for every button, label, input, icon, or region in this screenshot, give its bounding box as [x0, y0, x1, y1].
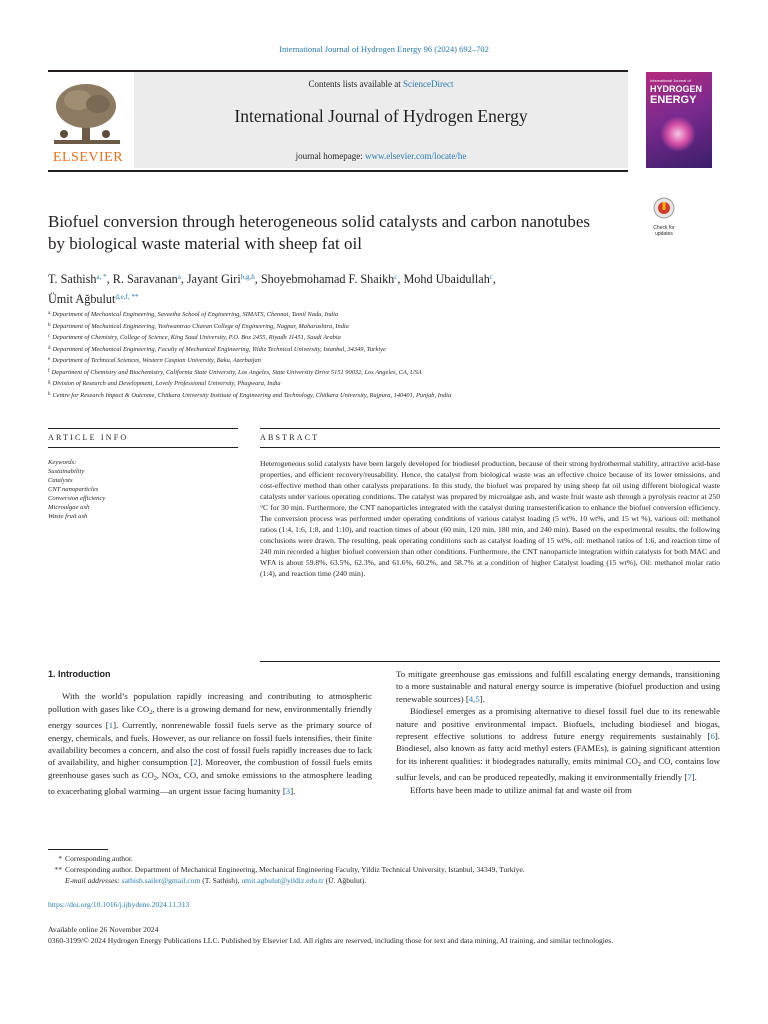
- affiliation-item: $^g$ Division of Research and Development, Lovely Professional University, Phagwara, India: [48, 380, 281, 387]
- abstract-text: Heterogeneous solid catalysts have been largely developed for biodiesel production, because of their strong hydrothermal stability, attractive acid-base properties, and efficient recovery/reusability. Hence, the catalyst from biological waste was an effective choice because of its lower emissions, and cost-effective method than other catalysts preparations. In this study, the biofuel was prepared by using sheep fat oil using different biological waste catalysts under various operating conditions. The catalyst was prepared by microalgae ash, and waste fruit waste ash through a pyrolysis reactor at 250 °C for 30 min. Furthermore, the CNT nanoparticles integrated with the catalyst during transesterification to enhance the biofuel conversion efficiency. The conversion process was performed under operating conditions of various catalyst loading (5 wt%, 10 wt%, and 15 wt %), various oil: methanol ratios (1:4, 1:6, 1:8, and 1:10), and reaction times of about (60 min, 120 min, 180 min, and 240 min). Based on the experimental results, the following conclusions were drawn. The resulting, peak operating conditions such as catalyst loading of 15 wt%, oil: methanol ratios of 1:6, and reaction time of 240 min recorded a higher biofuel conversion than other conditions. Furthermore, the CNT nanoparticle integration within catalysts for both MAC and WFA is about 59.8%, 63.5%, 62.3%, and 61.6%, 60.2%, and 58.7% at a condition of higher Catalyst loading (15 wt%), Oil: methanol molar ratio (1:4), and reaction time (240 min).: [260, 459, 720, 578]
- right-column: [396, 668, 720, 796]
- affiliation-item: $^e$ Department of Technical Sciences, Western Caspian University, Baku, Azerbaijan: [48, 357, 261, 364]
- cover-title-line2: ENERGY: [650, 94, 697, 106]
- article-info-heading: ARTICLE INFO: [48, 433, 129, 442]
- sciencedirect-link[interactable]: ScienceDirect: [403, 79, 454, 89]
- affiliation-item: $^h$ Centre for Research Impact & Outcome, Chitkara University Institute of Engineering and Technology, Chitkara University, Rajpura, 140401, Punjab, India: [48, 391, 452, 399]
- homepage-prefix: journal homepage:: [295, 151, 366, 161]
- author-name[interactable]: Mohd Ubaidullah: [403, 272, 490, 286]
- cover-title-line1: HYDROGEN: [650, 84, 703, 94]
- affiliation-item: $^d$ Department of Mechanical Engineering, Faculty of Mechanical Engineering, Yildiz Technical University, Istanbul, 34349, Turkiye: [48, 345, 386, 353]
- abstract-rule: [260, 428, 720, 429]
- footnote-2: ** Corresponding author. Department of Mechanical Engineering, Mechanical Engineering Faculty, Yildiz Technical University, Istanbul, 34349, Turkiye.: [54, 865, 525, 874]
- available-online: Available online 26 November 2024: [48, 925, 159, 934]
- ref-link[interactable]: 6: [710, 731, 715, 742]
- journal-cover[interactable]: [646, 72, 712, 168]
- check-label-1: Check for: [653, 225, 675, 231]
- copyright-notice: 0360-3199/© 2024 Hydrogen Energy Publications LLC. Published by Elsevier Ltd. All rights are reserved, including those for text and data mining, AI training, and similar technologies.: [48, 936, 614, 945]
- ref-link[interactable]: 4,5: [468, 693, 480, 704]
- cover-art: [660, 116, 696, 152]
- ref-link[interactable]: 3: [285, 786, 291, 797]
- author-name[interactable]: R. Saravanan: [112, 272, 178, 286]
- homepage-link[interactable]: www.elsevier.com/locate/he: [365, 151, 467, 161]
- journal-reference[interactable]: International Journal of Hydrogen Energy 96 (2024) 692–702: [279, 44, 489, 54]
- author-affiliation-marker[interactable]: a, *: [96, 273, 107, 281]
- affiliation-item: $^f$ Department of Chemistry and Biochemistry, California State University, Los Angeles, State University Drive 5151 90032, Los Angeles, CA, USA: [48, 368, 422, 376]
- ref-link[interactable]: 7: [687, 772, 692, 783]
- keyword-item: Sustainability: [48, 468, 85, 475]
- author-affiliation-marker[interactable]: c: [394, 273, 398, 281]
- author-affiliation-marker[interactable]: b,g,h: [240, 273, 255, 281]
- footnote-rule: [48, 849, 108, 850]
- check-updates-icon: [646, 196, 682, 220]
- left-column: [48, 668, 372, 798]
- keywords-block: [48, 458, 238, 521]
- section-heading-introduction: 1. Introduction: [48, 669, 111, 679]
- article-title: Biofuel conversion through heterogeneous solid catalysts and carbon nanotubes by biological waste material with sheep fat oil: [48, 212, 590, 253]
- keywords-list: [48, 467, 238, 521]
- cover-subtitle: International Journal of: [650, 78, 691, 83]
- check-for-updates-badge[interactable]: [646, 196, 682, 237]
- abstract-bottom-rule: [260, 661, 720, 662]
- author-name[interactable]: Jayant Giri: [186, 272, 241, 286]
- ref-link[interactable]: 2: [193, 757, 198, 768]
- email-addresses: E-mail addresses: sathish.sailer@gmail.com (T. Sathish), umit.agbulut@yildiz.edu.tr (Ü. Ağbulut).: [65, 876, 367, 885]
- ref-link[interactable]: 1: [108, 720, 114, 731]
- affiliation-item: $^b$ Department of Mechanical Engineering, Yeshwantrao Chavan College of Engineering, Nagpur, Maharashtra, India: [48, 322, 349, 330]
- contents-prefix: Contents lists available at: [308, 79, 403, 89]
- article-info-rule: [48, 428, 238, 429]
- elsevier-logo[interactable]: [48, 78, 128, 166]
- intro-paragraph-4: Efforts have been made to utilize animal fat and waste oil from: [410, 784, 632, 795]
- author-affiliation-marker[interactable]: a: [177, 273, 181, 281]
- header-bottom-rule: [48, 170, 628, 172]
- email-link-agbulut[interactable]: umit.agbulut@yildiz.edu.tr: [241, 876, 324, 885]
- publication-info: [48, 924, 720, 946]
- contents-line: [134, 79, 628, 89]
- abstract-inner-rule: [260, 447, 720, 448]
- author-name[interactable]: Shoyebmohamad F. Shaikh: [260, 272, 395, 286]
- abstract-heading: ABSTRACT: [260, 433, 320, 442]
- author-name[interactable]: T. Sathish: [48, 272, 97, 286]
- author-affiliation-marker[interactable]: d,e,f, **: [115, 293, 139, 301]
- elsevier-wordmark: ELSEVIER: [52, 150, 124, 165]
- check-label-2: updates: [655, 231, 673, 237]
- intro-paragraph-3: Biodiesel emerges as a promising alternative to diesel fossil fuel due to its renewable nature and positive environmental impact. Biofuels, including biodiesel and biogas, represent effective solutions to address future energy requirements sustainably [6]. Biodiesel, also known as fatty acid methyl esters (FAMEs), is gaining significant attention for its inherent qualities: it biodegrades naturally, emits minimal $CO_2$ and CO, contains low sulfur levels, and can be produced repeatedly, making it environmentally friendly [7].: [396, 706, 720, 783]
- keyword-item: Microalgae ash: [48, 504, 90, 511]
- doi-link[interactable]: https://doi.org/10.1016/j.ijhydene.2024.11.313: [48, 900, 190, 909]
- affiliation-item: $^a$ Department of Mechanical Engineering, Saveetha School of Engineering, SIMATS, Chennai, Tamil Nadu, India: [48, 311, 339, 318]
- keyword-item: CNT nanoparticles: [48, 486, 99, 493]
- intro-paragraph-2: To mitigate greenhouse gas emissions and fulfill escalating energy demands, transitioning to a more sustainable and natural energy source is imperative (biofuel production and using renewable sources) [4,5].: [396, 669, 720, 704]
- keyword-item: Catalysts: [48, 477, 73, 484]
- email-link-sathish[interactable]: sathish.sailer@gmail.com: [121, 876, 201, 885]
- footnotes: [48, 853, 728, 886]
- keywords-label: Keywords:: [48, 459, 77, 466]
- author-affiliation-marker[interactable]: c: [489, 273, 493, 281]
- intro-paragraph-1: With the world’s population rapidly increasing and contributing to atmospheric pollution with gases like $CO_2$, there is a growing demand for new, environmentally friendly energy sources [1]. Currently, nonrenewable fossil fuels serve as the primary source of energy, chemicals, and fuels. However, as our reliance on fossil fuels intensifies, their finite availability becomes a concern, and also the cost of fossil fuels rapidly increases due to lack of availability, and higher consumption [2]. Moreover, the combustion of fossil fuels emits greenhouse gases such as $CO_2$, NOx, CO, and smoke emissions to the atmosphere leading to exacerbating global warming—an urgent issue facing humanity [3].: [48, 691, 373, 797]
- author-name[interactable]: Ümit Ağbulut: [48, 292, 116, 306]
- keywords-rule: [48, 447, 238, 448]
- footnote-1: * Corresponding author.: [58, 854, 133, 863]
- homepage-line: [134, 151, 628, 161]
- affiliation-item: $^c$ Department of Chemistry, College of Science, King Saud University, P.O. Box 2455, Riyadh 11451, Saudi Arabia: [48, 334, 341, 341]
- affiliations: [48, 309, 728, 401]
- author-list: T. Sathish$^{a, *}$, R. Saravanan$^a$, Jayant Giri$^{b,g,h}$, Shoyebmohamad F. Shaikh$^c$, Mohd Ubaidullah$^c$, Ümit Ağbulut$^{d,e,f, **}$: [48, 272, 496, 306]
- keyword-item: Waste fruit ash: [48, 513, 88, 520]
- keyword-item: Conversion efficiency: [48, 495, 106, 502]
- journal-title: International Journal of Hydrogen Energy: [234, 106, 528, 126]
